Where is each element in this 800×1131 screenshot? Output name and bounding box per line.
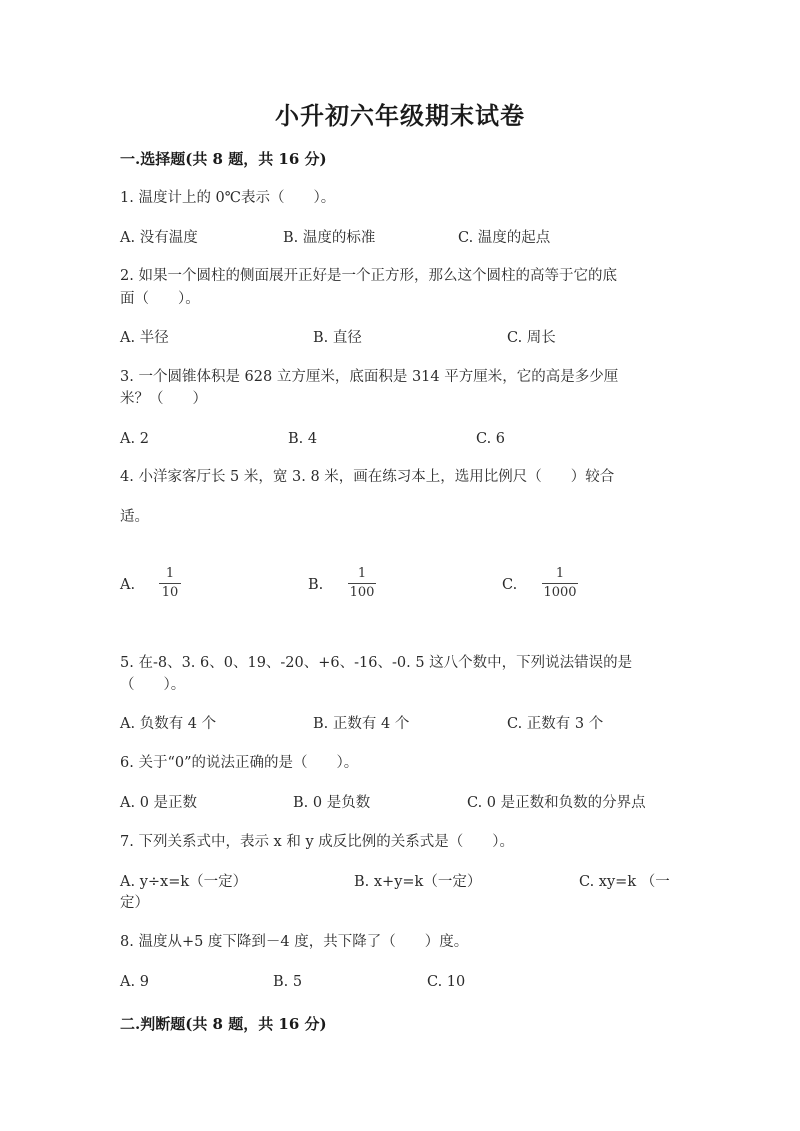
question-5-option-c: C. 正数有 3 个 <box>507 716 604 732</box>
question-4-stem-line1: 4. 小洋家客厅长 5 米，宽 3. 8 米，画在练习本上，选用比例尺（ ）较合 <box>120 469 615 485</box>
fraction-bar <box>348 583 376 584</box>
question-4-option-a-fraction <box>159 566 181 601</box>
question-1-option-b: B. 温度的标准 <box>283 230 376 246</box>
question-3-option-a: A. 2 <box>120 431 149 447</box>
question-8-stem: 8. 温度从+5 度下降到－4 度，共下降了（ ）度。 <box>120 934 469 950</box>
question-5-option-b: B. 正数有 4 个 <box>313 716 410 732</box>
fraction-numerator: 1 <box>555 566 565 581</box>
fraction-denominator: 10 <box>161 585 179 600</box>
question-6-option-b: B. 0 是负数 <box>293 795 371 811</box>
question-8-option-b: B. 5 <box>273 974 303 990</box>
question-7-option-b: B. x+y=k（一定） <box>354 874 482 890</box>
question-5-option-a: A. 负数有 4 个 <box>120 716 217 732</box>
fraction-numerator: 1 <box>357 566 367 581</box>
fraction-denominator: 100 <box>349 585 375 600</box>
question-6-option-c: C. 0 是正数和负数的分界点 <box>467 795 646 811</box>
question-5-stem-line1: 5. 在-8、3. 6、0、19、-20、+6、-16、-0. 5 这八个数中，下列说法错误的是 <box>120 655 633 671</box>
fraction-bar <box>159 583 181 584</box>
question-8-option-c: C. 10 <box>427 974 466 990</box>
question-5-stem-line2: （ ）。 <box>120 677 186 693</box>
section-heading-judgement: 二.判断题(共 8 题，共 16 分) <box>120 1015 327 1033</box>
question-3-stem-line1: 3. 一个圆锥体积是 628 立方厘米，底面积是 314 平方厘米，它的高是多少厘 <box>120 369 619 385</box>
question-2-option-c: C. 周长 <box>507 330 556 346</box>
page-title: 小升初六年级期末试卷 <box>275 101 525 130</box>
question-2-option-b: B. 直径 <box>313 330 362 346</box>
fraction-bar <box>542 583 578 584</box>
question-2-stem-line1: 2. 如果一个圆柱的侧面展开正好是一个正方形，那么这个圆柱的高等于它的底 <box>120 268 617 284</box>
question-7-option-a: A. y÷x=k（一定） <box>120 874 248 890</box>
question-1-option-a: A. 没有温度 <box>120 230 198 246</box>
question-6-option-a: A. 0 是正数 <box>120 795 198 811</box>
section-heading-choice: 一.选择题(共 8 题，共 16 分) <box>120 150 327 168</box>
question-4-option-b-fraction <box>348 566 376 601</box>
question-4-option-b-label: B. <box>308 577 324 593</box>
question-7-stem: 7. 下列关系式中，表示 x 和 y 成反比例的关系式是（ ）。 <box>120 834 514 850</box>
question-3-stem-line2: 米？（ ） <box>120 391 207 407</box>
question-2-option-a: A. 半径 <box>120 330 169 346</box>
question-6-stem: 6. 关于“0”的说法正确的是（ ）。 <box>120 755 359 771</box>
question-1-stem: 1. 温度计上的 0℃表示（ ）。 <box>120 190 336 206</box>
question-4-stem-line2: 适。 <box>120 509 149 525</box>
question-4-option-c-label: C. <box>502 577 518 593</box>
fraction-numerator: 1 <box>165 566 175 581</box>
question-7-option-c-wrap: 定） <box>120 895 149 911</box>
question-8-option-a: A. 9 <box>120 974 149 990</box>
question-3-option-b: B. 4 <box>288 431 318 447</box>
question-7-option-c: C. xy=k （一 <box>579 874 670 890</box>
question-4-option-a-label: A. <box>120 577 136 593</box>
question-4-option-c-fraction <box>542 566 578 601</box>
question-3-option-c: C. 6 <box>476 431 506 447</box>
question-1-option-c: C. 温度的起点 <box>458 230 551 246</box>
question-2-stem-line2: 面（ ）。 <box>120 291 200 307</box>
fraction-denominator: 1000 <box>543 585 577 600</box>
